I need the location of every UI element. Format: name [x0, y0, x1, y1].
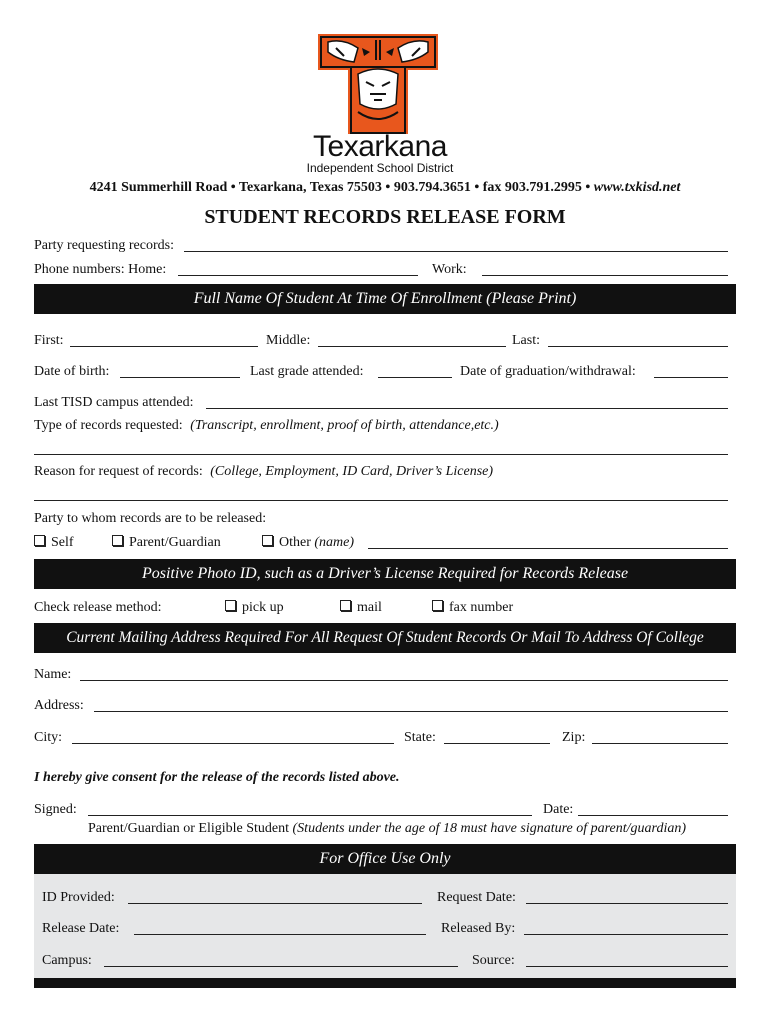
middle-name-field[interactable]	[318, 346, 506, 347]
fax-label: fax number	[449, 600, 514, 615]
section-mailing-address-header: Current Mailing Address Required For All Request Of Student Records Or Mail To Address Of College	[34, 623, 736, 653]
records-type-field[interactable]	[34, 454, 728, 455]
records-type-text: Type of records requested:	[34, 418, 183, 433]
mail-label: mail	[357, 600, 382, 615]
other-checkbox[interactable]	[262, 535, 273, 546]
release-date-label: Release Date:	[42, 921, 120, 936]
self-checkbox[interactable]	[34, 535, 45, 546]
last-grade-label: Last grade attended:	[250, 364, 364, 379]
logo-subtitle: Independent School District	[306, 161, 454, 175]
request-date-field[interactable]	[526, 903, 728, 904]
work-phone-label: Work:	[432, 262, 467, 277]
option-other[interactable]	[262, 535, 354, 551]
parent-guardian-checkbox[interactable]	[112, 535, 123, 546]
signature-field[interactable]	[88, 815, 532, 816]
signer-note-text: Parent/Guardian or Eligible Student	[88, 821, 290, 836]
other-hint: (name)	[314, 535, 355, 550]
last-campus-label: Last TISD campus attended:	[34, 395, 194, 410]
reason-field[interactable]	[34, 500, 728, 501]
source-field[interactable]	[526, 966, 728, 967]
records-type-hint: (Transcript, enrollment, proof of birth, attendance,etc.)	[190, 418, 499, 433]
work-phone-field[interactable]	[482, 275, 728, 276]
first-name-label: First:	[34, 333, 64, 348]
party-to-label: Party to whom records are to be released:	[34, 511, 267, 526]
reason-hint: (College, Employment, ID Card, Driver’s License)	[210, 464, 494, 479]
first-name-field[interactable]	[70, 346, 258, 347]
section-student-name-header: Full Name Of Student At Time Of Enrollment (Please Print)	[34, 284, 736, 314]
mail-address-field[interactable]	[94, 711, 728, 712]
pickup-label: pick up	[242, 600, 284, 615]
home-phone-label: Phone numbers: Home:	[34, 262, 167, 277]
last-name-label: Last:	[512, 333, 540, 348]
logo-name: Texarkana	[313, 130, 447, 163]
date-label: Date:	[543, 802, 574, 817]
last-grade-field[interactable]	[378, 377, 452, 378]
graduation-date-label: Date of graduation/withdrawal:	[460, 364, 636, 379]
mail-checkbox[interactable]	[340, 600, 351, 611]
tiger-t-logo-icon	[318, 34, 438, 136]
records-type-label	[34, 418, 499, 434]
source-label: Source:	[472, 953, 515, 968]
release-method-label: Check release method:	[34, 600, 162, 615]
released-by-field[interactable]	[524, 934, 728, 935]
date-field[interactable]	[578, 815, 728, 816]
office-use-panel	[34, 874, 736, 988]
office-use-header: For Office Use Only	[34, 844, 736, 874]
signer-note	[88, 821, 686, 837]
last-name-field[interactable]	[548, 346, 728, 347]
website-link[interactable]: www.txkisd.net	[593, 180, 681, 195]
reason-text: Reason for request of records:	[34, 464, 203, 479]
zip-field[interactable]	[592, 743, 728, 744]
parent-guardian-label: Parent/Guardian	[129, 535, 221, 550]
released-by-label: Released By:	[441, 921, 516, 936]
state-field[interactable]	[444, 743, 550, 744]
district-logo	[0, 0, 770, 180]
self-label: Self	[51, 535, 74, 550]
mail-name-field[interactable]	[80, 680, 728, 681]
reason-label	[34, 464, 493, 480]
signed-label: Signed:	[34, 802, 77, 817]
id-provided-field[interactable]	[128, 903, 422, 904]
option-parent-guardian[interactable]	[112, 535, 221, 551]
fax-checkbox[interactable]	[432, 600, 443, 611]
id-provided-label: ID Provided:	[42, 890, 115, 905]
zip-label: Zip:	[562, 730, 586, 745]
section-photo-id-header: Positive Photo ID, such as a Driver’s License Required for Records Release	[34, 559, 736, 589]
dob-label: Date of birth:	[34, 364, 110, 379]
mail-address-label: Address:	[34, 698, 84, 713]
consent-statement: I hereby give consent for the release of the records listed above.	[34, 770, 400, 785]
other-label: Other	[279, 535, 311, 550]
district-address-line	[0, 180, 770, 196]
signer-note-hint: (Students under the age of 18 must have signature of parent/guardian)	[292, 821, 687, 836]
mail-name-label: Name:	[34, 667, 72, 682]
dob-field[interactable]	[120, 377, 240, 378]
city-label: City:	[34, 730, 63, 745]
option-fax[interactable]	[432, 600, 513, 616]
release-date-field[interactable]	[134, 934, 426, 935]
city-field[interactable]	[72, 743, 394, 744]
request-date-label: Request Date:	[437, 890, 516, 905]
middle-name-label: Middle:	[266, 333, 311, 348]
last-campus-field[interactable]	[206, 408, 728, 409]
form-title: STUDENT RECORDS RELEASE FORM	[204, 206, 566, 228]
home-phone-field[interactable]	[178, 275, 418, 276]
other-name-field[interactable]	[368, 548, 728, 549]
graduation-date-field[interactable]	[654, 377, 728, 378]
option-pickup[interactable]	[225, 600, 284, 616]
pickup-checkbox[interactable]	[225, 600, 236, 611]
state-label: State:	[404, 730, 436, 745]
address-text: 4241 Summerhill Road • Texarkana, Texas 75503 • 903.794.3651 • fax 903.791.2995 •	[89, 180, 591, 195]
party-requesting-field[interactable]	[184, 251, 728, 252]
party-requesting-label: Party requesting records:	[34, 238, 174, 253]
campus-field[interactable]	[104, 966, 458, 967]
campus-label: Campus:	[42, 953, 92, 968]
option-mail[interactable]	[340, 600, 382, 616]
option-self[interactable]	[34, 535, 74, 551]
